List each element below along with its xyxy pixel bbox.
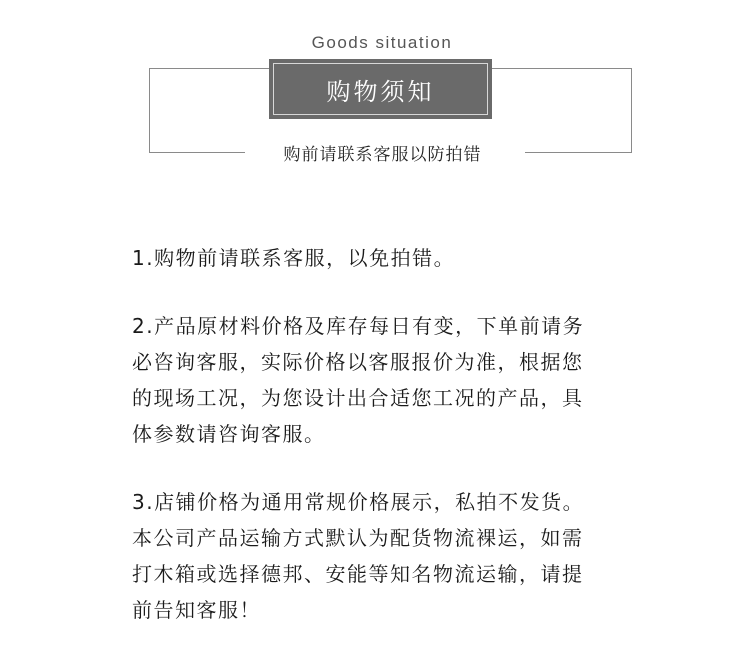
title-box bbox=[269, 59, 492, 119]
note-item-2: 2.产品原材料价格及库存每日有变，下单前请务 必咨询客服，实际价格以客服报价为准，根据您 的现场工况，为您设计出合适您工况的产品，具 体参数请咨询客服。 bbox=[132, 314, 585, 446]
page-title: 购物须知 bbox=[326, 77, 435, 106]
frame-right-line bbox=[631, 68, 632, 153]
frame-left-line bbox=[149, 68, 150, 153]
notes-list bbox=[132, 240, 672, 660]
note-item-1: 1.购物前请联系客服，以免拍错。 bbox=[132, 246, 456, 270]
frame-bottom-right-line bbox=[525, 152, 632, 153]
subtitle: 购前请联系客服以防拍错 bbox=[283, 145, 482, 165]
title-box-inner-border bbox=[273, 63, 488, 115]
frame-bottom-left-line bbox=[149, 152, 245, 153]
header-english-title: Goods situation bbox=[311, 33, 453, 52]
frame-top-right-line bbox=[492, 68, 632, 69]
note-item-3: 3.店铺价格为通用常规价格展示，私拍不发货。 本公司产品运输方式默认为配货物流裸运，如需 打木箱或选择德邦、安能等知名物流运输，请提 前告知客服！ bbox=[132, 490, 585, 622]
frame-top-left-line bbox=[149, 68, 269, 69]
